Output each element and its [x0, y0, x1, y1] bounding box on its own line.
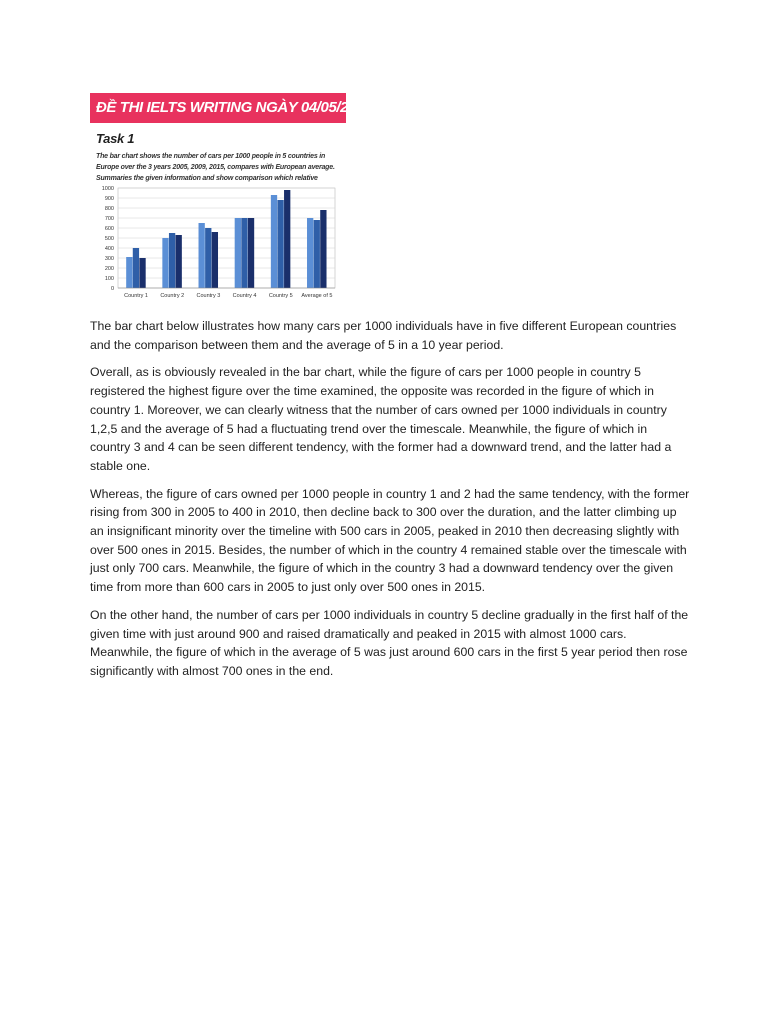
y-tick-label: 1000	[101, 186, 114, 192]
x-tick-label: Country 4	[232, 293, 257, 299]
exam-banner: ĐỀ THI IELTS WRITING NGÀY 04/05/2019	[90, 93, 346, 123]
y-tick-label: 900	[104, 196, 114, 202]
bar	[235, 218, 241, 288]
bar	[199, 223, 205, 288]
y-tick-label: 0	[110, 286, 114, 292]
y-tick-label: 500	[104, 236, 114, 242]
x-tick-label: Country 2	[160, 293, 185, 299]
bar	[284, 190, 290, 288]
essay-paragraph: On the other hand, the number of cars per 1000 individuals in country 5 decline gradually in the first half of the given time with just around 900 and raised dramatically and peaked in 2015 with almost 1000 cars. Meanwhile, the figure of which in the average of 5 was just around 600 cars in the first 5 year period then rose significantly with almost 700 ones in the end.	[90, 607, 689, 678]
bar	[133, 248, 139, 288]
bar	[169, 233, 175, 288]
essay-paragraph: Overall, as is obviously revealed in the bar chart, while the figure of cars per 1000 people in country 5 registered the highest figure over the time examined, the opposite was recorded in the figure of which in country 1. Moreover, we can clearly witness that the number of cars owned per 1000 individuals in country 1,2,5 and the average of 5 had a fluctuating trend over the timescale. Meanwhile, the figure of which in country 3 and 4 can be seen different tendency, with the former had a downward trend, and the latter had a stable one.	[90, 365, 672, 473]
bar	[139, 258, 145, 288]
task-description: The bar chart shows the number of cars per 1000 people in 5 countries in Europe over the 3 years 2005, 2009, 2015, compares with European average. Summaries the given information and show comparison which relative	[96, 153, 335, 182]
bar	[248, 218, 254, 288]
bar	[271, 195, 277, 288]
y-tick-label: 100	[104, 276, 114, 282]
x-tick-label: Country 1	[124, 293, 149, 299]
y-tick-label: 700	[104, 216, 114, 222]
bar	[241, 218, 247, 288]
y-tick-label: 300	[104, 256, 114, 262]
essay-paragraph: The bar chart below illustrates how many cars per 1000 individuals have in five different European countries and the comparison between them and the average of 5 in a 10 year period.	[90, 319, 677, 352]
bar	[307, 218, 313, 288]
bar	[212, 232, 218, 288]
y-tick-label: 600	[104, 226, 114, 232]
y-tick-label: 800	[104, 206, 114, 212]
x-tick-label: Country 3	[196, 293, 221, 299]
y-tick-label: 200	[104, 266, 114, 272]
y-tick-label: 400	[104, 246, 114, 252]
essay-paragraph: Whereas, the figure of cars owned per 1000 people in country 1 and 2 had the same tendency, with the former rising from 300 in 2005 to 400 in 2010, then decline back to 300 over the duration, and the latter climbing up an insignificant minority over the timeline with 500 cars in 2005, peaked in 2010 then decreasing slightly with over 500 ones in 2015. Besides, the number of which in the country 4 remained stable over the timescale with just only 700 cars. Meanwhile, the figure of which in the country 3 had a downward tendency over the given time from more than 600 cars in 2005 to just only over 500 ones in 2015.	[90, 486, 690, 595]
x-tick-label: Average of 5	[301, 293, 333, 299]
bar	[162, 238, 168, 288]
x-tick-label: Country 5	[268, 293, 293, 299]
essay-body	[90, 317, 690, 690]
bar	[314, 220, 320, 288]
bar	[126, 257, 132, 288]
bar	[320, 210, 326, 288]
bar	[176, 235, 182, 288]
task-title: Task 1	[96, 131, 135, 146]
bar	[205, 228, 211, 288]
bar	[277, 200, 283, 288]
bar-chart	[90, 182, 344, 302]
